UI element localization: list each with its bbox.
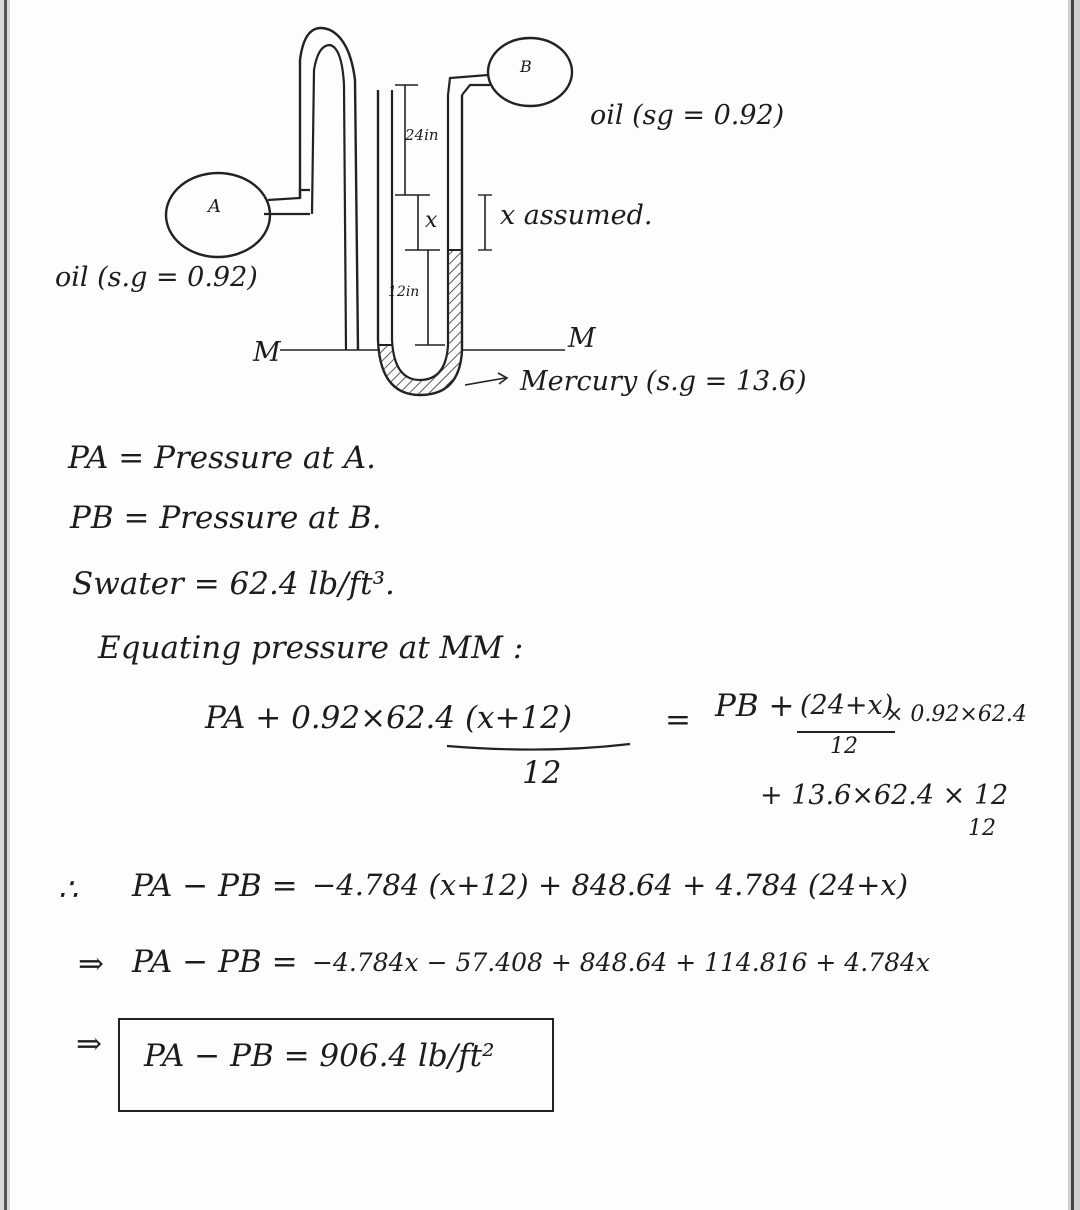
oil-b-label: oil (sg = 0.92) — [590, 100, 785, 131]
line4-lhs: PA − PB = — [132, 944, 298, 980]
final-answer: PA − PB = 906.4 lb/ft² — [144, 1038, 495, 1074]
m-left-label: M — [253, 337, 281, 368]
line3-lhs: PA − PB = — [132, 868, 298, 904]
line4-implies: ⇒ — [78, 946, 104, 982]
pb-definition: PB = Pressure at B. — [70, 500, 382, 536]
eq1-equals: = — [665, 702, 691, 738]
m-right-label: M — [568, 323, 596, 354]
oil-a-label: oil (s.g = 0.92) — [55, 262, 258, 293]
eq1-lhs-denominator: 12 — [522, 755, 562, 791]
bulb-b-label: B — [520, 57, 532, 76]
mercury-fill — [378, 250, 462, 395]
water-weight: Swater = 62.4 lb/ft³. — [72, 566, 395, 602]
line3-therefore: ∴ — [58, 872, 78, 908]
final-implies: ⇒ — [76, 1026, 102, 1062]
bulb-a-label: A — [208, 196, 221, 217]
eq1-rhs-pb: PB + — [715, 688, 795, 724]
eq1-fraction-bar — [445, 740, 645, 752]
eq2-denominator: 12 — [968, 816, 996, 841]
eq1-rhs-fraction-num: (24+x) — [800, 690, 894, 721]
equating-statement: Equating pressure at MM : — [98, 630, 524, 666]
eq1-rhs-tail: × 0.92×62.4 — [885, 702, 1027, 727]
mercury-label: Mercury (s.g = 13.6) — [520, 366, 807, 397]
eq1-rhs-fraction-den: 12 — [830, 734, 858, 759]
dim-x-label: x — [425, 208, 438, 233]
dim-24-label: 24in — [405, 126, 439, 144]
eq2-line: + 13.6×62.4 × 12 — [760, 780, 1009, 811]
pa-definition: PA = Pressure at A. — [68, 440, 376, 476]
x-assumed-label: x assumed. — [500, 200, 653, 231]
eq1-lhs: PA + 0.92×62.4 (x+12) — [205, 700, 573, 736]
line3-rhs: −4.784 (x+12) + 848.64 + 4.784 (24+x) — [312, 868, 909, 902]
line4-rhs: −4.784x − 57.408 + 848.64 + 114.816 + 4.784x — [312, 948, 930, 977]
dim-12-label: 12in — [388, 284, 420, 300]
